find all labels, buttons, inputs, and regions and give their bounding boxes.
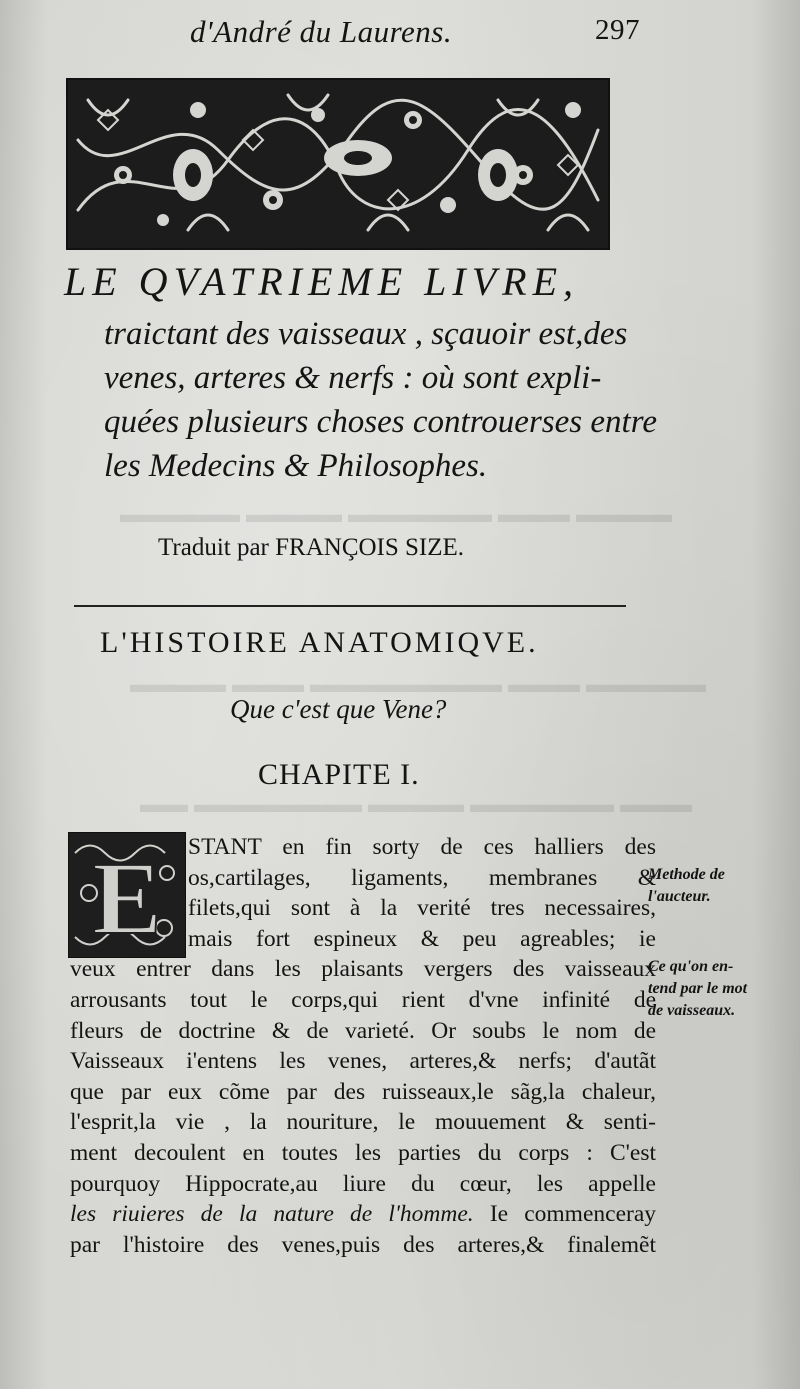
body-line: que par eux cõme par des ruisseaux,le sãg,la chaleur, bbox=[70, 1078, 656, 1105]
margin-note-line: de vaisseaux. bbox=[648, 1002, 736, 1019]
margin-note-line: Methode de bbox=[648, 866, 725, 883]
body-line: pourquoy Hippocrate,au liure du cœur, les appelle bbox=[70, 1170, 656, 1197]
section-question: Que c'est que Vene? bbox=[230, 694, 447, 724]
body-line: l'esprit,la vie , la nouriture, le mouuement & senti- bbox=[70, 1109, 656, 1136]
section-title: L'HISTOIRE ANATOMIQVE. bbox=[100, 626, 539, 659]
body-line: Vaisseaux i'entens les venes, arteres,& nerfs; d'autãt bbox=[70, 1048, 656, 1075]
subtitle-line: venes, arteres & nerfs : où sont expli- bbox=[104, 360, 602, 396]
body-line: arrousants tout le corps,qui rient d'vne infinité de bbox=[70, 986, 656, 1013]
body-text bbox=[70, 832, 656, 1260]
margin-note bbox=[648, 864, 776, 908]
horizontal-rule bbox=[74, 605, 626, 607]
margin-note-line: tend par le mot bbox=[648, 980, 748, 997]
show-through-text: ▬▬▬▬▬ ▬▬▬ ▬▬▬▬▬▬▬▬ ▬▬▬ ▬▬▬▬ bbox=[130, 672, 706, 698]
body-line: os,cartilages, ligaments, membranes & bbox=[188, 864, 656, 891]
chapter-heading: CHAPITE I. bbox=[258, 758, 420, 791]
margin-note-line: Ce qu'on en- bbox=[648, 958, 734, 975]
margin-note-line: l'aucteur. bbox=[648, 888, 711, 905]
body-line: veux entrer dans les plaisants vergers des vaisseaux bbox=[70, 956, 656, 983]
body-line-rest: Ie commenceray bbox=[489, 1201, 657, 1228]
running-head bbox=[190, 14, 650, 54]
translator-credit: Traduit par FRANÇOIS SIZE. bbox=[158, 534, 465, 561]
subtitle-line: quées plusieurs choses controuerses entre bbox=[104, 404, 657, 440]
margin-note bbox=[648, 956, 776, 1022]
italic-quotation: les riuieres de la nature de l'homme. bbox=[70, 1201, 474, 1228]
body-line: fleurs de doctrine & de varieté. Or soubs le nom de bbox=[70, 1017, 656, 1044]
body-line: STANT en fin sorty de ces halliers des bbox=[188, 834, 656, 860]
running-title: d'André du Laurens. bbox=[190, 14, 453, 49]
show-through-text: ▬▬▬▬ ▬▬▬ ▬▬▬▬▬▬ ▬▬▬▬ ▬▬▬▬▬ bbox=[120, 502, 672, 528]
subtitle-line: les Medecins & Philosophes. bbox=[104, 448, 488, 484]
body-line: ment decoulent en toutes les parties du corps : C'est bbox=[70, 1139, 656, 1166]
body-line: mais fort espineux & peu agreables; ie bbox=[188, 925, 656, 952]
subtitle-line: traictant des vaisseaux , sçauoir est,des bbox=[104, 316, 628, 352]
body-line: par l'histoire des venes,puis des arteres,& finalemẽt bbox=[70, 1231, 656, 1258]
book-title: LE QVATRIEME LIVRE, bbox=[64, 259, 580, 304]
show-through-text: ▬▬▬ ▬▬▬▬▬▬ ▬▬▬▬ ▬▬▬▬▬▬▬ ▬▬ bbox=[140, 792, 692, 818]
body-line: filets,qui sont à la verité tres necessaires, bbox=[188, 895, 656, 922]
initial-letter-glyph: E bbox=[92, 841, 162, 956]
decorative-headpiece-woodcut bbox=[66, 78, 610, 250]
book-subtitle bbox=[104, 312, 664, 488]
page-number: 297 bbox=[595, 14, 640, 46]
body-line-mixed bbox=[70, 1199, 656, 1230]
